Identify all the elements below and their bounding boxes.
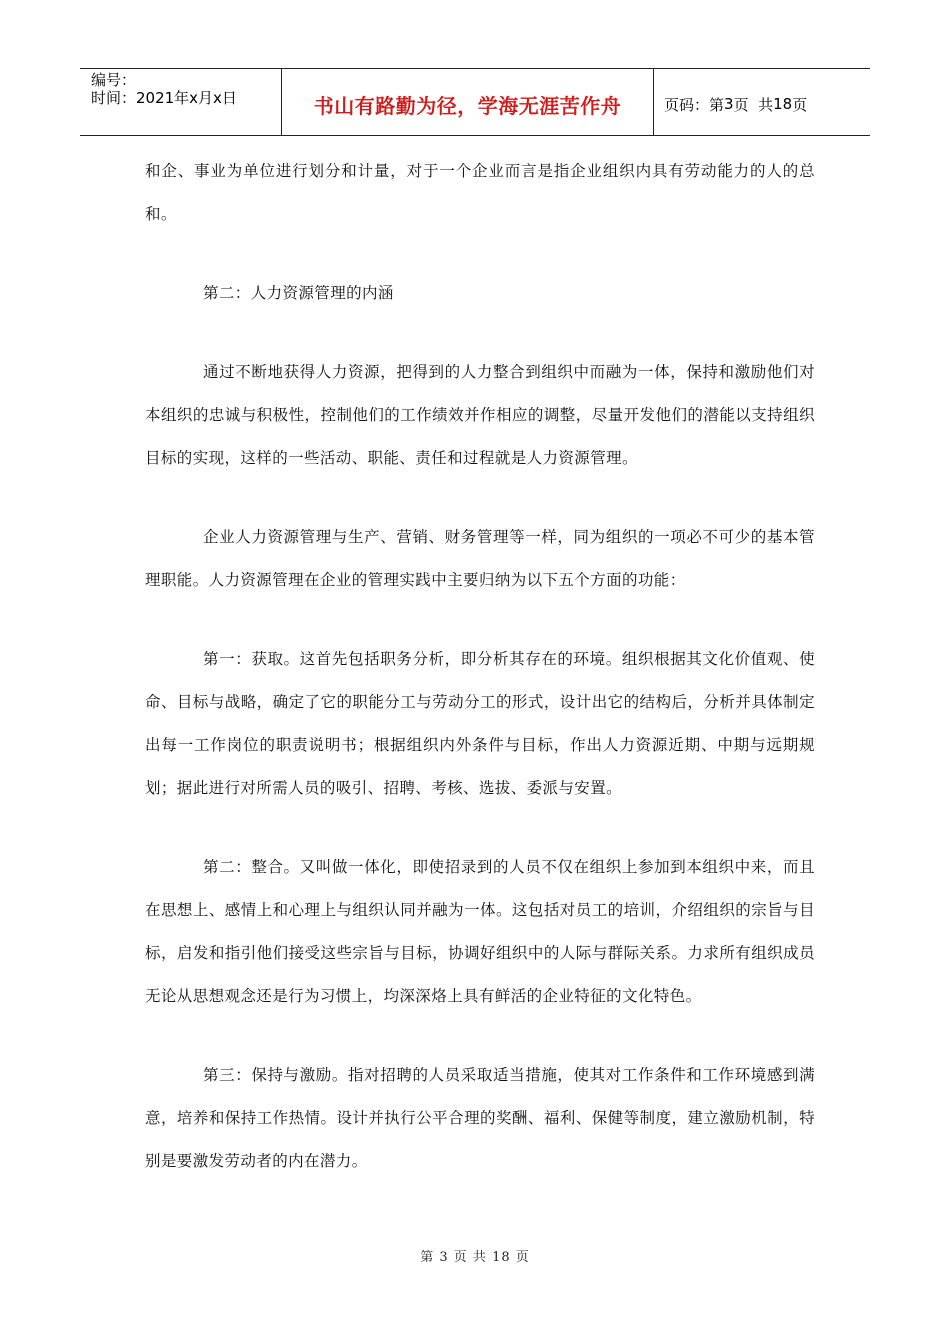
paragraph: 第三：保持与激励。指对招聘的人员采取适当措施，使其对工作条件和工作环境感到满意，培养和保持工作热情。设计并执行公平合理的奖酬、福利、保健等制度，建立激励机制，特别是要激发劳动者的内在潜力。 xyxy=(145,1066,815,1170)
paragraph: 第二：整合。又叫做一体化，即使招录到的人员不仅在组织上参加到本组织中来，而且在思想上、感情上和心理上与组织认同并融为一体。这包括对员工的培训，介绍组织的宗旨与目标，启发和指引他们接受这些宗旨与目标，协调好组织中的人际与群际关系。力求所有组织成员无论从思想观念还是行为习惯上，均深深烙上具有鲜活的企业特征的文化特色。 xyxy=(145,858,815,1005)
header-page-middle: 页 共 xyxy=(733,95,774,114)
footer-middle: 页 共 xyxy=(453,1250,487,1265)
header-page-prefix: 页码：第 xyxy=(664,95,725,114)
footer-prefix: 第 xyxy=(420,1250,435,1265)
header-motto: 书山有路勤为径，学海无涯苦作舟 xyxy=(282,69,654,135)
page-footer xyxy=(0,1246,950,1265)
header-page-info xyxy=(654,69,870,135)
footer-suffix: 页 xyxy=(515,1250,530,1265)
paragraph: 企业人力资源管理与生产、营销、财务管理等一样，同为组织的一项必不可少的基本管理职能。人力资源管理在企业的管理实践中主要归纳为以下五个方面的功能： xyxy=(145,528,815,589)
section-heading: 第二：人力资源管理的内涵 xyxy=(203,284,394,302)
document-time-label: 时间：2021年x月x日 xyxy=(91,89,237,107)
paragraph: 通过不断地获得人力资源，把得到的人力整合到组织中而融为一体，保持和激励他们对本组织的忠诚与积极性，控制他们的工作绩效并作相应的调整，尽量开发他们的潜能以支持组织目标的实现，这样的一些活动、职能、责任和过程就是人力资源管理。 xyxy=(145,363,815,467)
header-meta xyxy=(80,69,282,135)
document-body xyxy=(145,150,815,1183)
document-header xyxy=(80,68,870,136)
header-page-current: 3 xyxy=(724,95,734,113)
header-page-total: 18 xyxy=(773,95,793,113)
footer-page-total: 18 xyxy=(492,1250,511,1265)
header-page-suffix: 页 xyxy=(792,95,808,114)
document-number-label: 编号： xyxy=(91,71,137,89)
paragraph-continuation: 和企、事业为单位进行划分和计量，对于一个企业而言是指企业组织内具有劳动能力的人的总和。 xyxy=(145,162,815,223)
footer-page-current: 3 xyxy=(439,1250,449,1265)
paragraph: 第一：获取。这首先包括职务分析，即分析其存在的环境。组织根据其文化价值观、使命、目标与战略，确定了它的职能分工与劳动分工的形式，设计出它的结构后，分析并具体制定出每一工作岗位的职责说明书；根据组织内外条件与目标，作出人力资源近期、中期与远期规划；据此进行对所需人员的吸引、招聘、考核、选拔、委派与安置。 xyxy=(145,650,815,797)
